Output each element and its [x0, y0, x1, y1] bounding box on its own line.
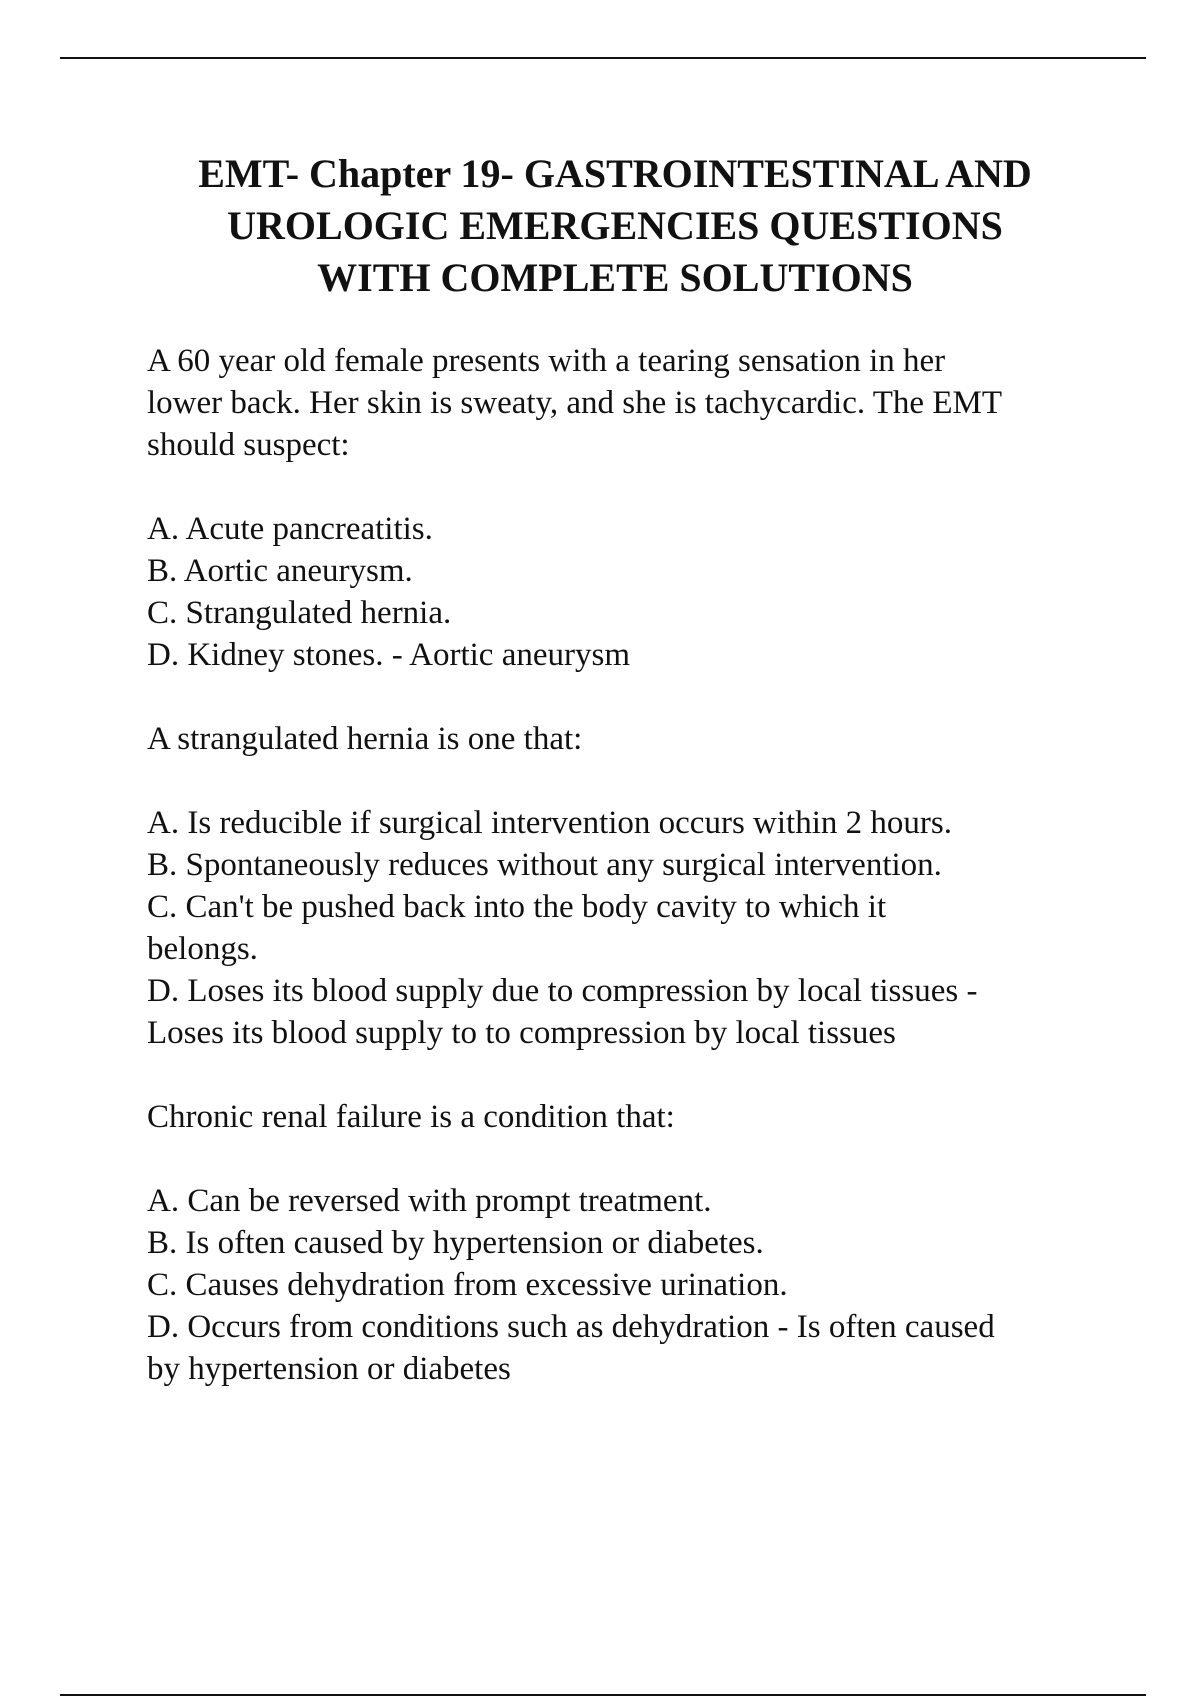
question-list	[147, 340, 1147, 1390]
option-line: D. Kidney stones. - Aortic aneurysm	[147, 637, 630, 673]
question-stem	[147, 1096, 1147, 1138]
option-line: A. Is reducible if surgical intervention occurs within 2 hours.	[147, 805, 952, 841]
top-rule	[60, 57, 1146, 59]
option-line: C. Can't be pushed back into the body cavity to which it	[147, 889, 887, 925]
spacer	[147, 760, 1147, 802]
answer-options	[147, 802, 1147, 1054]
spacer	[147, 1138, 1147, 1180]
stem-line: lower back. Her skin is sweaty, and she is tachycardic. The EMT	[147, 385, 1002, 421]
document-title	[120, 148, 1110, 304]
option-line: D. Loses its blood supply due to compression by local tissues -	[147, 973, 978, 1009]
title-line: EMT- Chapter 19- GASTROINTESTINAL AND	[198, 151, 1032, 196]
bottom-rule	[60, 1694, 1146, 1696]
spacer	[147, 676, 1147, 718]
option-line: A. Can be reversed with prompt treatment.	[147, 1183, 712, 1219]
stem-line: A strangulated hernia is one that:	[147, 721, 583, 757]
option-line: by hypertension or diabetes	[147, 1351, 511, 1387]
option-line: Loses its blood supply to to compression by local tissues	[147, 1015, 896, 1051]
spacer	[147, 466, 1147, 508]
option-line: C. Causes dehydration from excessive urination.	[147, 1267, 788, 1303]
title-line: UROLOGIC EMERGENCIES QUESTIONS	[227, 203, 1003, 248]
option-line: D. Occurs from conditions such as dehydration - Is often caused	[147, 1309, 995, 1345]
title-line: WITH COMPLETE SOLUTIONS	[317, 255, 913, 300]
stem-line: should suspect:	[147, 427, 350, 463]
option-line: belongs.	[147, 931, 258, 967]
question-2	[147, 718, 1147, 1054]
answer-options	[147, 508, 1147, 676]
question-stem	[147, 718, 1147, 760]
option-line: C. Strangulated hernia.	[147, 595, 452, 631]
answer-options	[147, 1180, 1147, 1390]
question-3	[147, 1096, 1147, 1390]
option-line: B. Aortic aneurysm.	[147, 553, 413, 589]
stem-line: Chronic renal failure is a condition that:	[147, 1099, 675, 1135]
question-1	[147, 340, 1147, 676]
option-line: B. Is often caused by hypertension or diabetes.	[147, 1225, 764, 1261]
spacer	[147, 1054, 1147, 1096]
option-line: B. Spontaneously reduces without any surgical intervention.	[147, 847, 942, 883]
question-stem	[147, 340, 1147, 466]
stem-line: A 60 year old female presents with a tearing sensation in her	[147, 343, 946, 379]
option-line: A. Acute pancreatitis.	[147, 511, 433, 547]
